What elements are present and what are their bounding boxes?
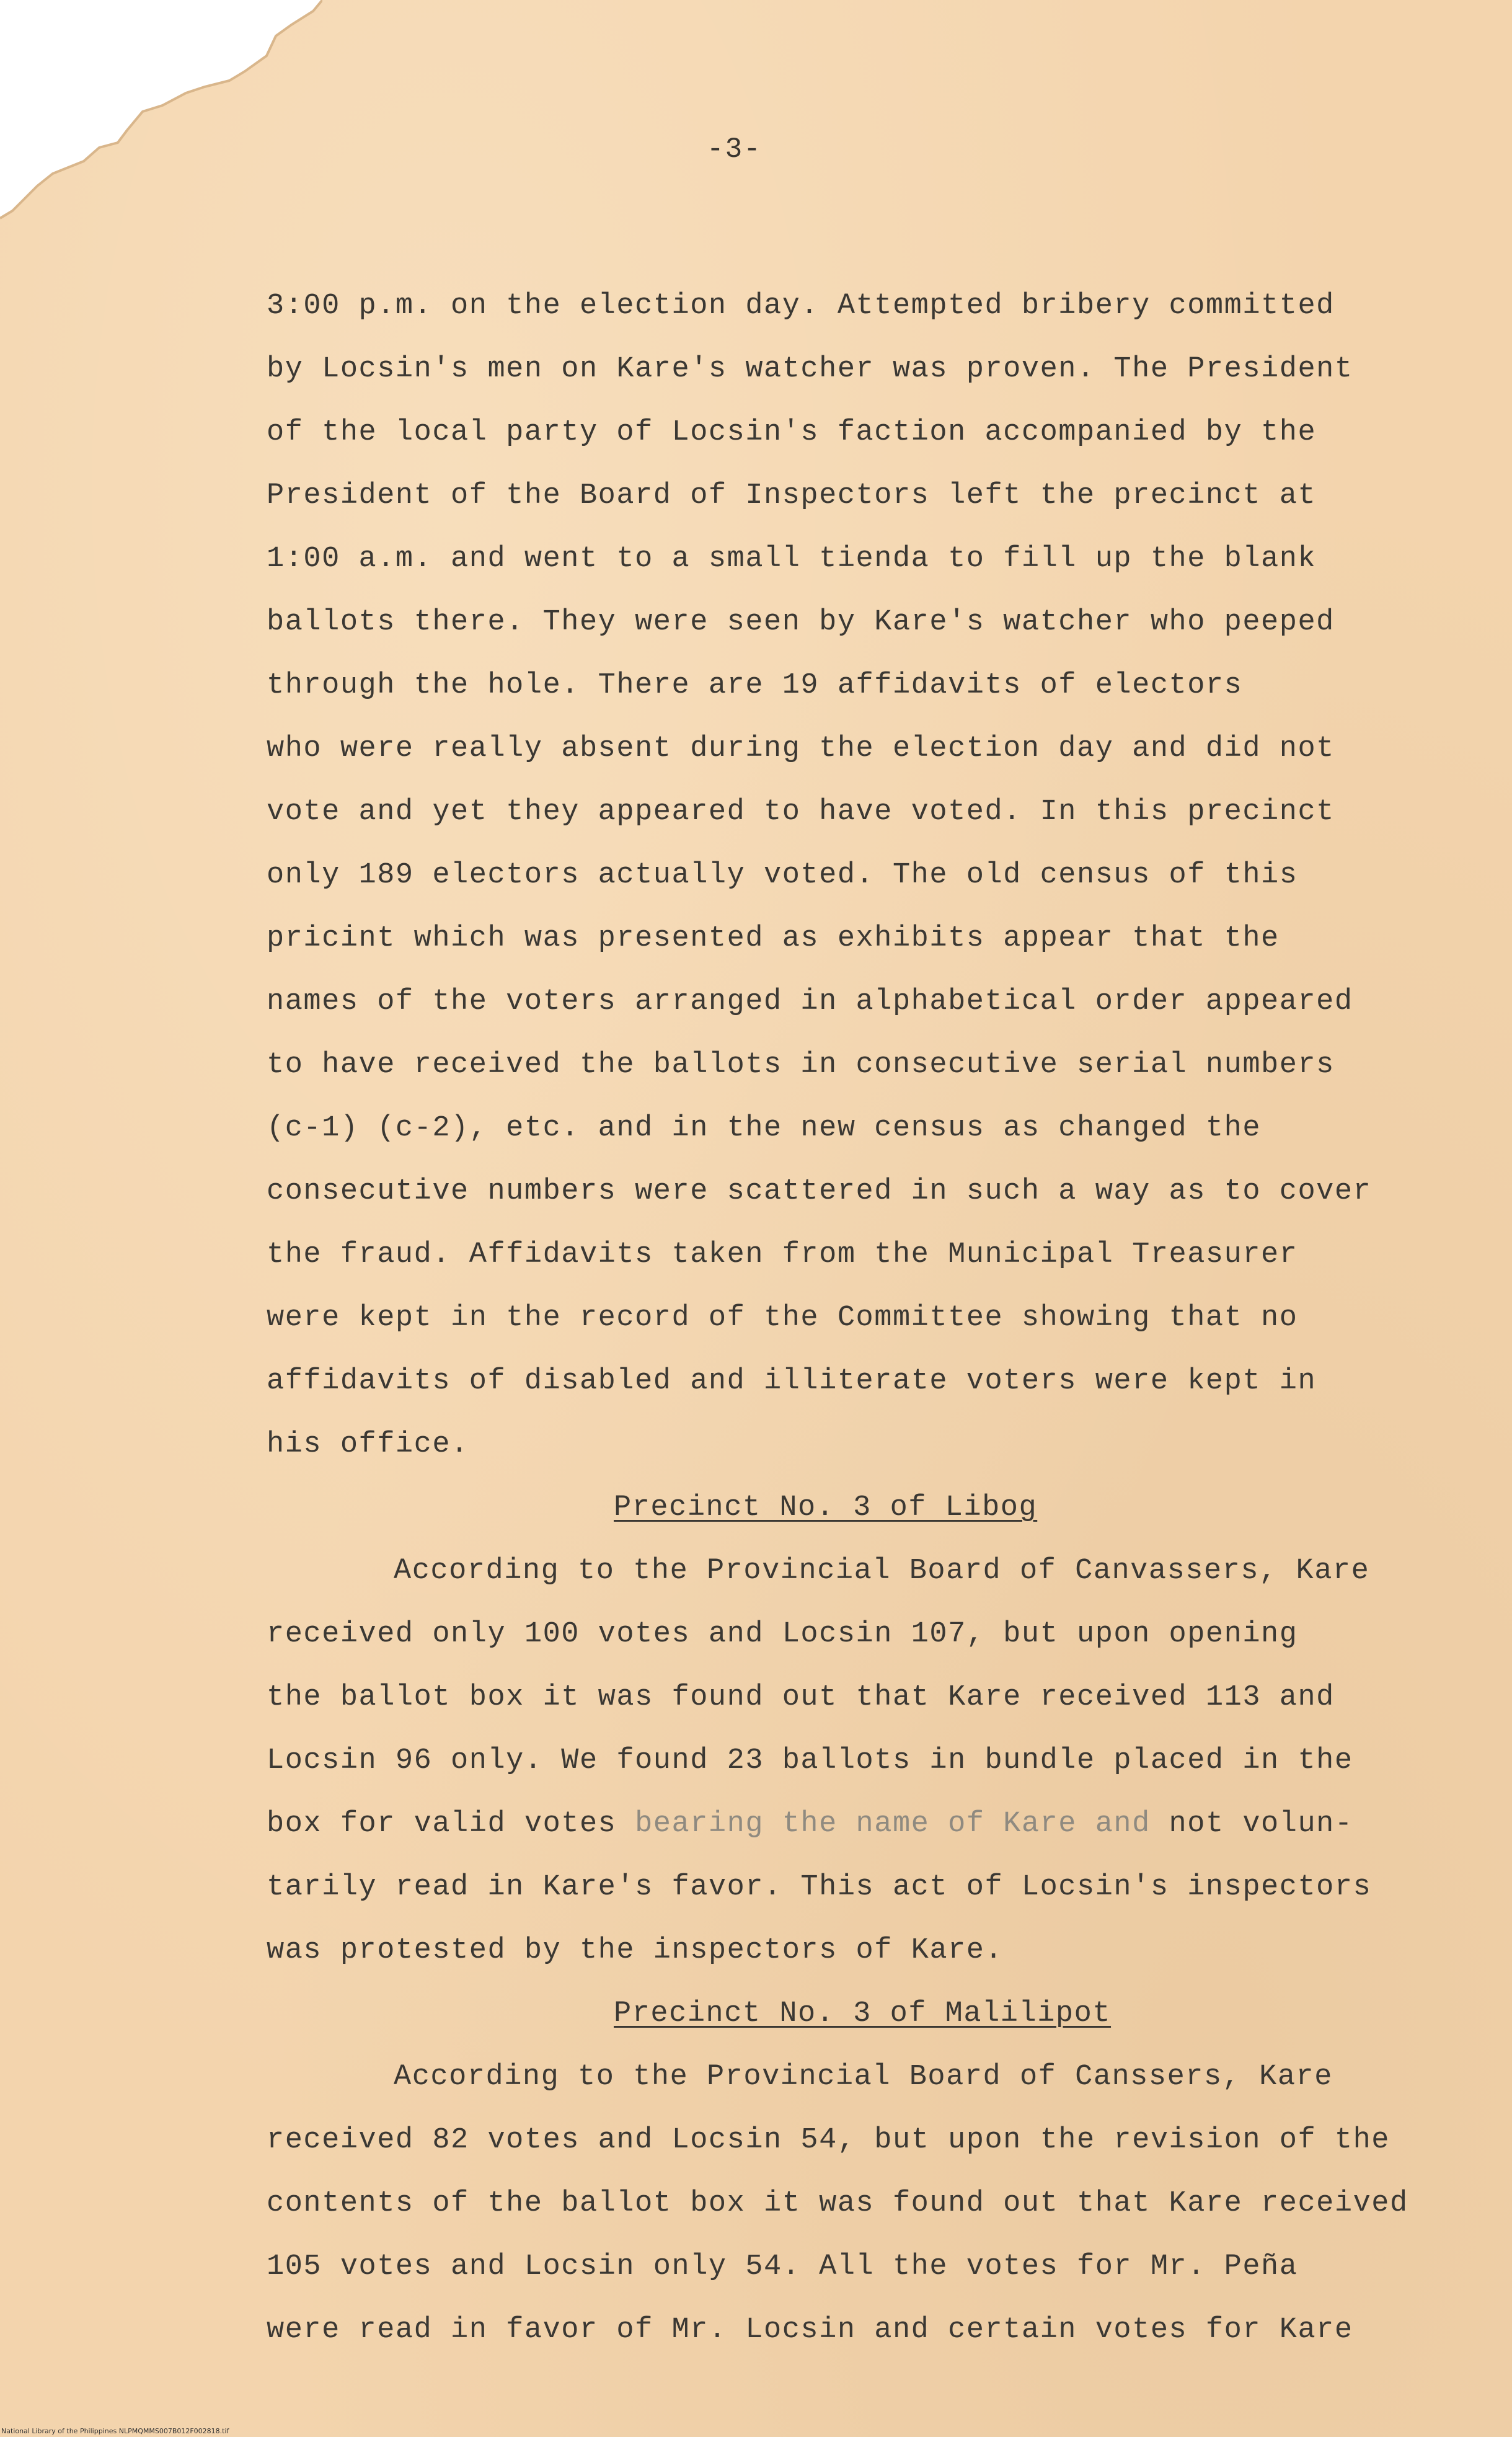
text-line: received only 100 votes and Locsin 107, but upon opening (267, 1618, 1298, 1651)
text-line: were kept in the record of the Committee showing that no (267, 1302, 1298, 1334)
text-line: Locsin 96 only. We found 23 ballots in bundle placed in the (267, 1744, 1353, 1777)
text-line: consecutive numbers were scattered in such a way as to cover (267, 1175, 1372, 1208)
section-heading-malilipot: Precinct No. 3 of Malilipot (614, 1997, 1112, 2030)
text-line: his office. (267, 1428, 469, 1461)
section-heading-libog: Precinct No. 3 of Libog (614, 1491, 1038, 1524)
text-line: through the hole. There are 19 affidavits of electors (267, 669, 1243, 702)
text-line: only 189 electors actually voted. The old census of this (267, 859, 1298, 892)
text-line: pricint which was presented as exhibits appear that the (267, 922, 1280, 955)
text-line: of the local party of Locsin's faction accompanied by the (267, 416, 1317, 449)
text-line: contents of the ballot box it was found out that Kare received (267, 2187, 1408, 2220)
archive-footer (1, 2427, 229, 2435)
torn-corner (0, 0, 322, 223)
text-line: 1:00 a.m. and went to a small tienda to fill up the blank (267, 543, 1317, 575)
page-number: -3- (707, 133, 762, 166)
faint-text-segment: bearing the name of Kare and (635, 1808, 1151, 1840)
text-line: the fraud. Affidavits taken from the Municipal Treasurer (267, 1238, 1298, 1271)
text-line: ballots there. They were seen by Kare's watcher who peeped (267, 606, 1335, 639)
text-line: According to the Provincial Board of Canssers, Kare (394, 2061, 1333, 2093)
text-line: vote and yet they appeared to have voted. In this precinct (267, 796, 1335, 828)
text-line: According to the Provincial Board of Canvassers, Kare (394, 1555, 1370, 1587)
text-line: names of the voters arranged in alphabetical order appeared (267, 985, 1353, 1018)
text-line: affidavits of disabled and illiterate voters were kept in (267, 1365, 1317, 1398)
text-segment: not volun- (1150, 1808, 1353, 1840)
text-line: (c-1) (c-2), etc. and in the new census as changed the (267, 1112, 1262, 1145)
text-line: by Locsin's men on Kare's watcher was proven. The President (267, 353, 1353, 386)
text-line: to have received the ballots in consecutive serial numbers (267, 1049, 1335, 1081)
text-line: who were really absent during the election day and did not (267, 732, 1335, 765)
text-line (267, 1808, 1413, 1840)
text-line: was protested by the inspectors of Kare. (267, 1934, 1004, 1967)
text-line: 3:00 p.m. on the election day. Attempted bribery committed (267, 290, 1335, 322)
text-segment: box for valid votes (267, 1808, 635, 1840)
footer-label: National Library of the Philippines (1, 2427, 117, 2435)
text-line: the ballot box it was found out that Kare received 113 and (267, 1681, 1335, 1714)
footer-filename: NLPMQMMS007B012F002818.tif (118, 2427, 229, 2435)
text-line: President of the Board of Inspectors left the precinct at (267, 479, 1317, 512)
text-line: were read in favor of Mr. Locsin and certain votes for Kare (267, 2314, 1353, 2346)
text-line: received 82 votes and Locsin 54, but upon the revision of the (267, 2124, 1390, 2157)
text-line: tarily read in Kare's favor. This act of Locsin's inspectors (267, 1871, 1372, 1904)
text-line: 105 votes and Locsin only 54. All the votes for Mr. Peña (267, 2250, 1298, 2283)
